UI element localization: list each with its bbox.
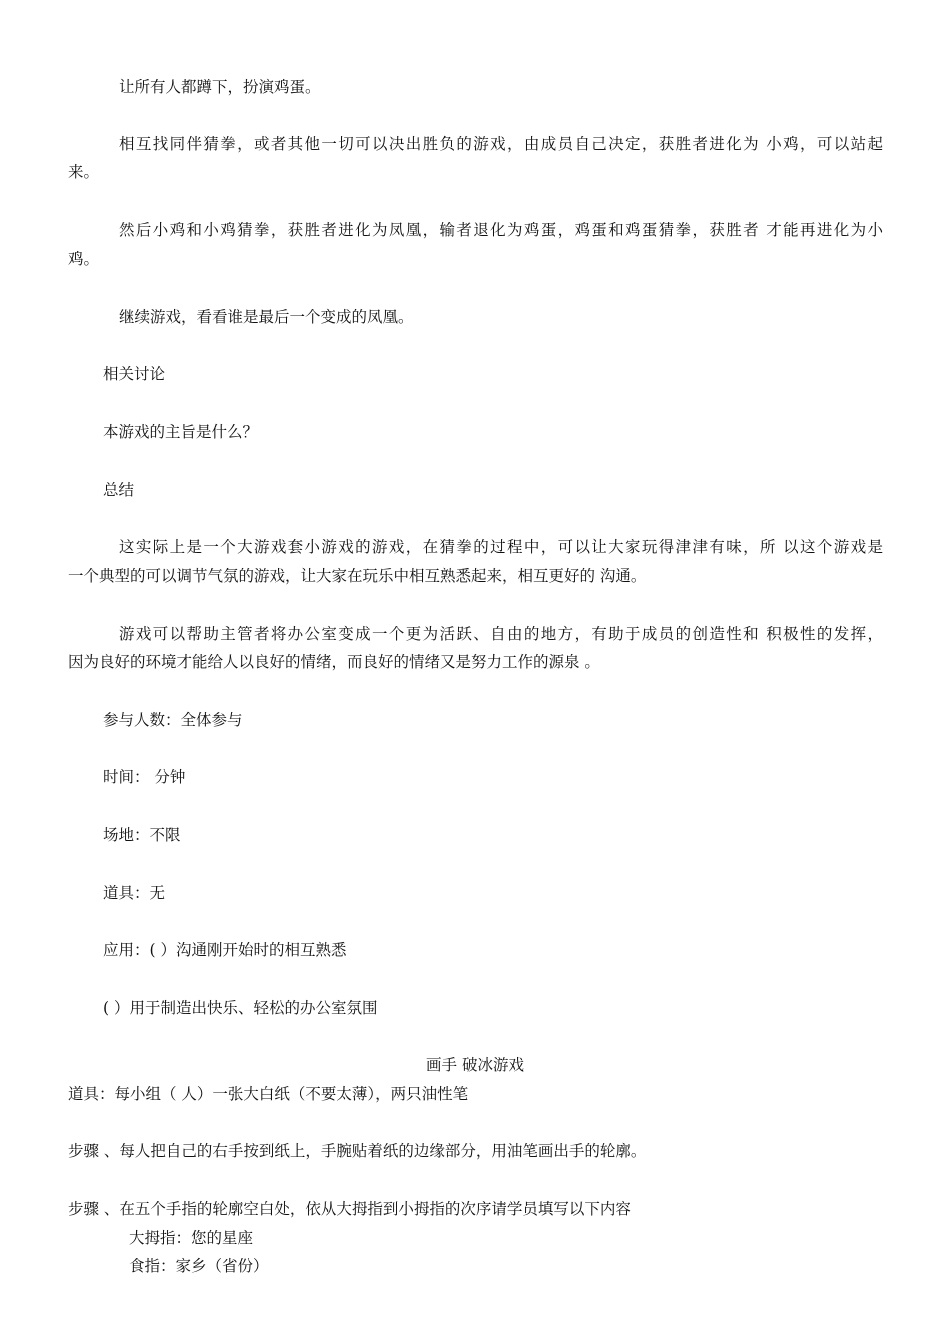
paragraph-2-line-2: 来。	[68, 163, 100, 181]
section-title: 画手 破冰游戏	[426, 1056, 524, 1074]
application-info: 应用：( ）沟通刚开始时的相互熟悉	[103, 941, 347, 959]
venue-info: 场地：不限	[103, 826, 181, 844]
heading-summary: 总结	[103, 481, 135, 499]
step-1: 步骤 、每人把自己的右手按到纸上，手腕贴着纸的边缘部分，用油笔画出手的轮廓。	[68, 1142, 647, 1160]
index-finger-item: 食指：家乡（省份）	[129, 1257, 269, 1275]
props-info: 道具：无	[103, 884, 166, 902]
participants-info: 参与人数：全体参与	[103, 711, 243, 729]
discussion-question: 本游戏的主旨是什么？	[103, 423, 259, 441]
paragraph-2-line-1: 相互找同伴猜拳，或者其他一切可以决出胜负的游戏，由成员自己决定，获胜者进化为 小鸡，可以站起	[119, 135, 883, 153]
paragraph-3-line-1: 然后小鸡和小鸡猜拳，获胜者进化为凤凰，输者退化为鸡蛋，鸡蛋和鸡蛋猜拳，获胜者 才能再进化为小	[119, 221, 883, 239]
paragraph-3-line-2: 鸡。	[68, 250, 100, 268]
paragraph-5-line-1: 这实际上是一个大游戏套小游戏的游戏，在猜拳的过程中，可以让大家玩得津津有味，所 以这个游戏是	[119, 538, 883, 556]
props-info-2: 道具：每小组（ 人）一张大白纸（不要太薄），两只油性笔	[68, 1085, 469, 1103]
paragraph-1: 让所有人都蹲下，扮演鸡蛋。	[119, 78, 321, 96]
time-info: 时间： 分钟	[103, 768, 186, 786]
heading-discussion: 相关讨论	[103, 365, 166, 383]
application-info-2: ( ）用于制造出快乐、轻松的办公室氛围	[103, 999, 378, 1017]
paragraph-4: 继续游戏，看看谁是最后一个变成的凤凰。	[119, 308, 414, 326]
paragraph-6-line-2: 因为良好的环境才能给人以良好的情绪，而良好的情绪又是努力工作的源泉 。	[68, 653, 600, 671]
thumb-item: 大拇指：您的星座	[129, 1229, 254, 1247]
paragraph-6-line-1: 游戏可以帮助主管者将办公室变成一个更为活跃、自由的地方，有助于成员的创造性和 积极性的发挥，	[119, 625, 883, 643]
paragraph-5-line-2: 一个典型的可以调节气氛的游戏，让大家在玩乐中相互熟悉起来，相互更好的 沟通。	[68, 567, 647, 585]
step-2: 步骤 、在五个手指的轮廓空白处，依从大拇指到小拇指的次序请学员填写以下内容	[68, 1200, 631, 1218]
